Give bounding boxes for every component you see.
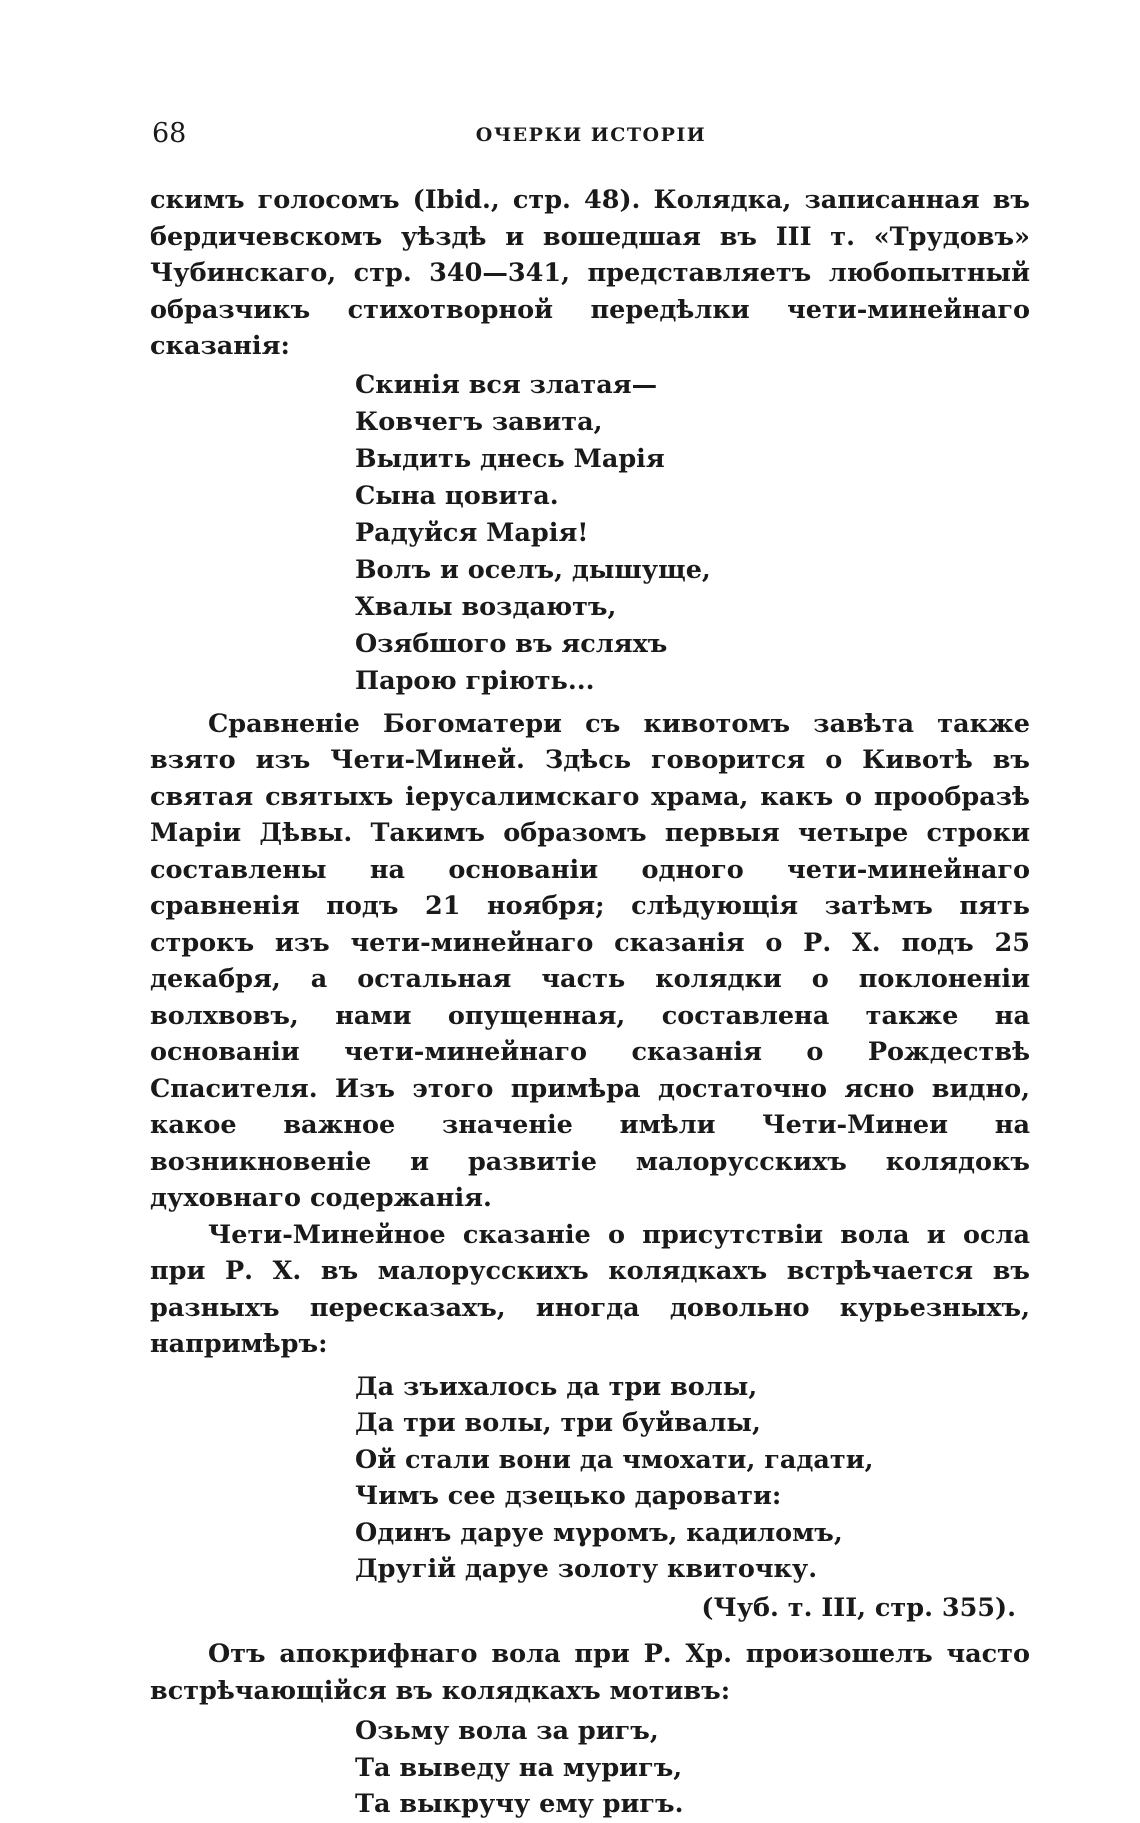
verse-line: Озябшого въ ясляхъ [355,628,668,659]
verse-line: Та выведу на муригъ, [355,1752,683,1783]
verse-line: Хвалы воздаютъ, [355,591,617,622]
verse-line: Радуйся Марія! [355,517,589,548]
verse-block-3 [355,1713,1030,1823]
page-body [150,182,1030,1823]
verse-line: Ой стали вони да чмохати, гадати, [355,1444,874,1475]
verse-line: Парою грiють... [355,665,595,696]
verse-line: Озьму вола за ригъ, [355,1716,659,1746]
verse-line: Выдить днесь Марія [355,443,665,474]
verse-line: Сына цовита. [355,480,559,511]
page-number: 68 [152,118,187,149]
verse-line: Чимъ сее дзецько даровати: [355,1481,782,1511]
paragraph-2: Сравненіе Богоматери съ кивотомъ завѣта также взято изъ Чети-Миней. Здѣсь говорится о Кивотѣ въ святая святыхъ іерусалимскаго храма, какъ о прообразѣ Маріи Дѣвы. Такимъ образомъ первыя четыре строки составлены на основаніи одного чети-минейнаго сравненія подъ 21 ноября; слѣдующія затѣмъ пять строкъ изъ чети-минейнаго сказанія о Р. Х. подъ 25 декабря, а остальная часть колядки о поклоненіи волхвовъ, нами опущенная, составлена также на основаніи чети-минейнаго сказанія о Рождествѣ Спасителя. Изъ этого примѣра достаточно ясно видно, какое важное значеніе имѣли Чети-Минеи на возникновеніе и развитіе малорусскихъ колядокъ духовнаго содержанія. [150,708,1030,1213]
verse-block-1 [355,367,1030,700]
paragraph-4: Отъ апокрифнаго вола при Р. Хр. произошелъ часто встрѣчающійся въ колядкахъ мотивъ: [150,1639,1030,1706]
verse-line: Да три волы, три буйвалы, [355,1408,761,1438]
verse-block-2 [355,1369,1030,1588]
verse-line: Другiй даруе золоту квиточку. [355,1554,818,1584]
verse-line: Волъ и оселъ, дышуще, [355,554,711,585]
citation: (Чуб. т. III, стр. 355). [701,1592,1016,1623]
running-head: ОЧЕРКИ ИСТОРIИ [475,124,707,146]
verse-line: Та выкручу ему ригъ. [355,1789,684,1819]
verse-line: Ковчегъ завита, [355,406,603,437]
verse-line: Одинъ даруе мγромъ, кадиломъ, [355,1517,843,1548]
page-header [152,118,1030,158]
paragraph-3: Чети-Минейное сказаніе о присутствіи вола и осла при Р. Х. въ малорусскихъ колядкахъ встрѣчается въ разныхъ пересказахъ, иногда довольно курьезныхъ, напримѣръ: [150,1219,1030,1359]
verse-line: Скинія вся златая— [355,369,658,400]
verse-line: Да зъихалось да три волы, [355,1371,758,1402]
paragraph-1: скимъ голосомъ (Ibid., стр. 48). Колядка, записанная въ бердичевскомъ уѣздѣ и вошедшая въ III т. «Трудовъ» Чубинскаго, стр. 340—341, представляетъ любопытный образчикъ стихотворной передѣлки чети-минейнаго сказанія: [150,185,1030,361]
